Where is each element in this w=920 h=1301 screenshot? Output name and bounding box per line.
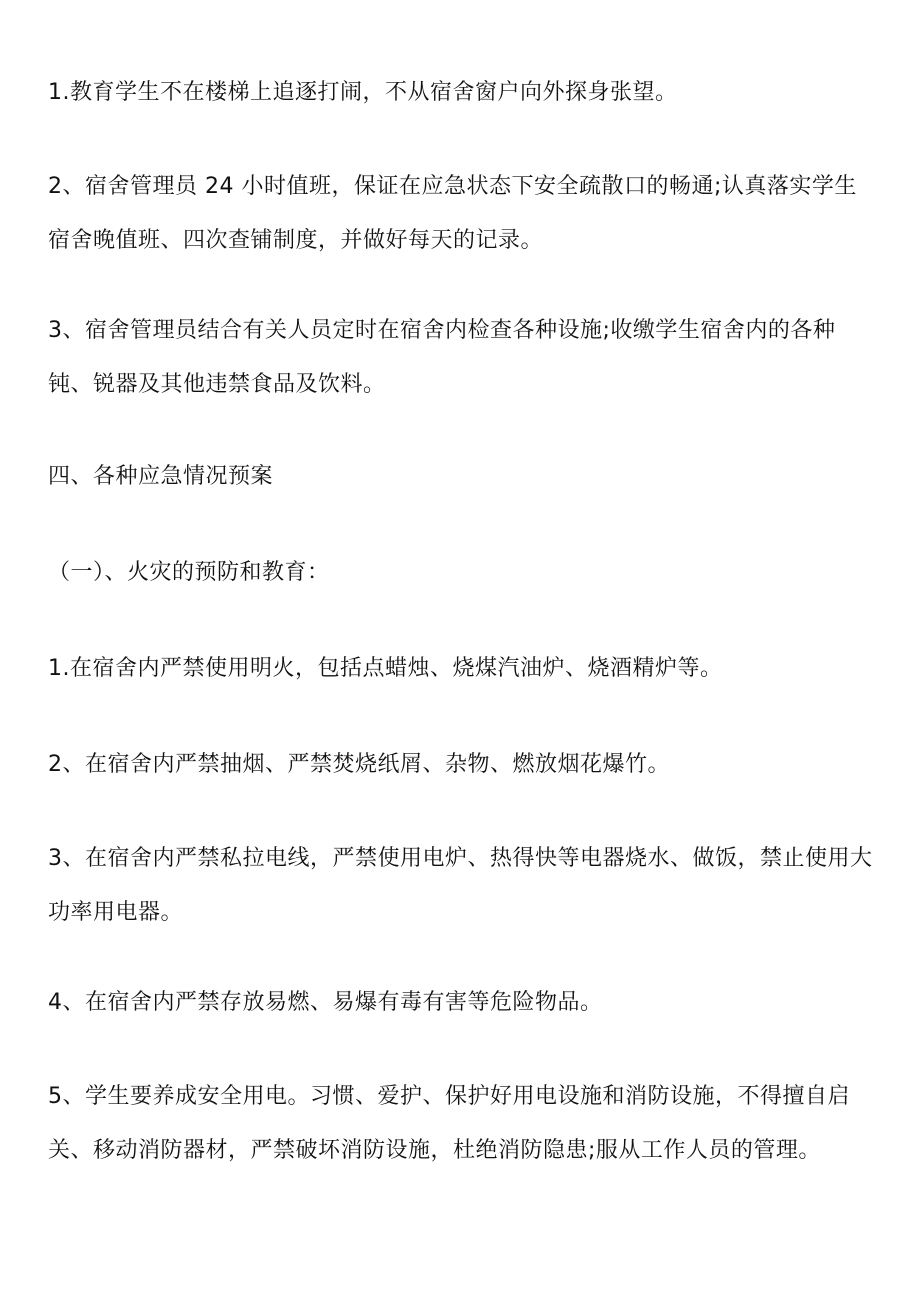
paragraph-no-open-flame: 1.在宿舍内严禁使用明火，包括点蜡烛、烧煤汽油炉、烧酒精炉等。 [48,656,723,681]
paragraph-electric-safety: 5、学生要养成安全用电。习惯、爱护、保护好用电设施和消防设施，不得擅自启关、移动消防器材，严禁破坏消防设施，杜绝消防隐患;服从工作人员的管理。 [48,1084,850,1163]
paragraph-no-private-wiring: 3、在宿舍内严禁私拉电线，严禁使用电炉、热得快等电器烧水、做饭，禁止使用大功率用电器。 [48,846,873,925]
section-heading-emergency-plans: 四、各种应急情况预案 [48,464,274,489]
paragraph-no-smoking: 2、在宿舍内严禁抽烟、严禁焚烧纸屑、杂物、燃放烟花爆竹。 [48,752,670,777]
paragraph-dorm-stairs-rule: 1.教育学生不在楼梯上追逐打闹，不从宿舍窗户向外探身张望。 [48,80,678,105]
paragraph-facility-inspection: 3、宿舍管理员结合有关人员定时在宿舍内检查各种设施;收缴学生宿舍内的各种钝、锐器及其他违禁食品及饮料。 [48,318,836,397]
paragraph-no-hazardous-items: 4、在宿舍内严禁存放易燃、易爆有毒有害等危险物品。 [48,990,603,1015]
subsection-heading-fire-prevention: （一）、火灾的预防和教育： [48,560,330,585]
paragraph-dorm-manager-duty: 2、宿舍管理员 24 小时值班，保证在应急状态下安全疏散口的畅通;认真落实学生宿舍晚值班、四次查铺制度，并做好每天的记录。 [48,174,857,253]
